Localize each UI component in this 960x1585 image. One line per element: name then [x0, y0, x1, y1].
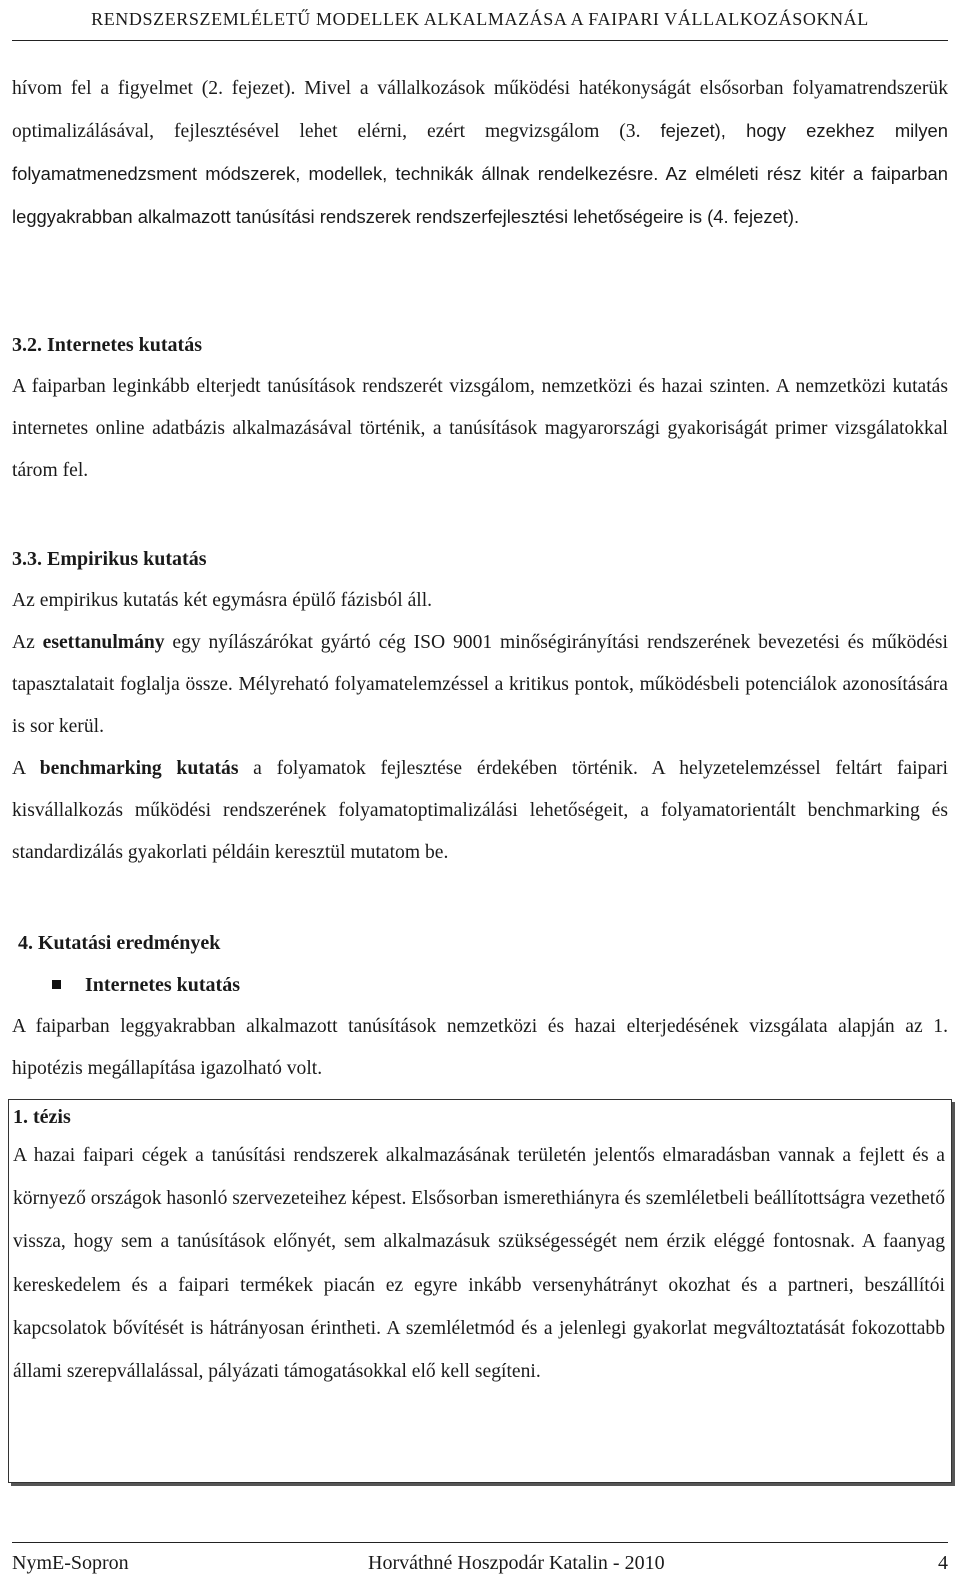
bullet-heading-label: Internetes kutatás — [85, 974, 240, 996]
intro-sans-text: fejezet), hogy ezekhez milyen folyamatmenedzsment módszerek, modellek, technikák állnak rendelkezésre. Az elméleti rész kitér a faiparban leggyakrabban alkalmazott tanúsítási rendszerek rendszerfejlesztési lehetőségeire is (4. fejezet). — [12, 120, 948, 227]
text-run: a folyamatok fejlesztése érdekében történik. A helyzetelemzéssel feltárt faipari kisvállalkozás működési rendszerének folyamatoptimalizálási lehetőségeit, a folyamatorientált benchmarking és standardizálás gyakorlati példáin keresztül mutatom be. — [12, 758, 948, 863]
section-4 — [12, 922, 948, 1090]
section-3-3 — [12, 538, 948, 874]
section-3-2 — [12, 324, 948, 492]
section-paragraph: Az empirikus kutatás két egymásra épülő fázisból áll. — [12, 590, 433, 611]
section-heading: 4. Kutatási eredmények — [18, 932, 221, 954]
section-heading: 3.2. Internetes kutatás — [12, 334, 202, 356]
benchmarking-paragraph — [12, 748, 948, 874]
section-paragraph: A faiparban leggyakrabban alkalmazott tanúsítások nemzetközi és hazai elterjedésének vizsgálata alapján az 1. hipotézis megállapítása igazolható volt. — [12, 1016, 948, 1079]
text-run: A — [12, 758, 40, 779]
text-run: egy nyílászárókat gyártó cég ISO 9001 minőségirányítási rendszerének bevezetési és működési tapasztalatait foglalja össze. Mélyreható folyamatelemzéssel a kritikus pontok, működésbeli potenciálok azonosítására is sor kerül. — [12, 632, 948, 737]
square-bullet-icon — [52, 980, 61, 989]
section-heading: 3.3. Empirikus kutatás — [12, 548, 207, 570]
bullet-heading — [12, 964, 948, 1006]
bold-term: esettanulmány — [42, 632, 165, 653]
footer-institution: NymE-Sopron — [12, 1552, 129, 1574]
footer-author: Horváthné Hoszpodár Katalin - 2010 — [368, 1552, 665, 1574]
bold-term: benchmarking kutatás — [39, 758, 239, 779]
thesis-box — [8, 1099, 952, 1483]
section-paragraph: A faiparban leginkább elterjedt tanúsítások rendszerét vizsgálom, nemzetközi és hazai szinten. A nemzetközi kutatás internetes online adatbázis alkalmazásával történik, a tanúsítások magyarországi gyakoriságát primer vizsgálatokkal tárom fel. — [12, 376, 948, 481]
intro-text — [12, 68, 948, 239]
page-footer — [12, 1542, 948, 1585]
thesis-text: A hazai faipari cégek a tanúsítási rendszerek alkalmazásának területén jelentős elmaradásban vannak a fejlett és a környező országok hasonló szervezeteihez képest. Elsősorban ismerethiányra és szemléletbeli beállítottságra vezethető vissza, hogy sem a tanúsítások előnyét, sem alkalmazásuk szükségességét nem érzik eléggé fontosnak. A faanyag kereskedelem és a faipari termékek piacán ez egyre inkább versenyhátrányt okozhat és a partneri, beszállítói kapcsolatok bővítését is hátrányosan érintheti. A szemléletmód és a jelenlegi gyakorlat megváltoztatását fokozottabb állami szerepvállalással, pályázati támogatásokkal elő kell segíteni. — [13, 1145, 945, 1383]
thesis-title: 1. tézis — [13, 1106, 71, 1128]
intro-paragraph — [12, 68, 948, 239]
case-study-paragraph — [12, 622, 948, 748]
text-run: Az — [12, 632, 43, 653]
running-header: RENDSZERSZEMLÉLETŰ MODELLEK ALKALMAZÁSA A FAIPARI VÁLLALKOZÁSOKNÁL — [12, 2, 948, 41]
intro-serif-text: hívom fel a figyelmet (2. fejezet). Mivel a vállalkozások működési hatékonyságát elsősorban folyamatrendszerük optimalizálásával, fejlesztésével lehet elérni, ezért megvizsgálom (3. — [12, 78, 948, 142]
page-number: 4 — [938, 1552, 948, 1574]
